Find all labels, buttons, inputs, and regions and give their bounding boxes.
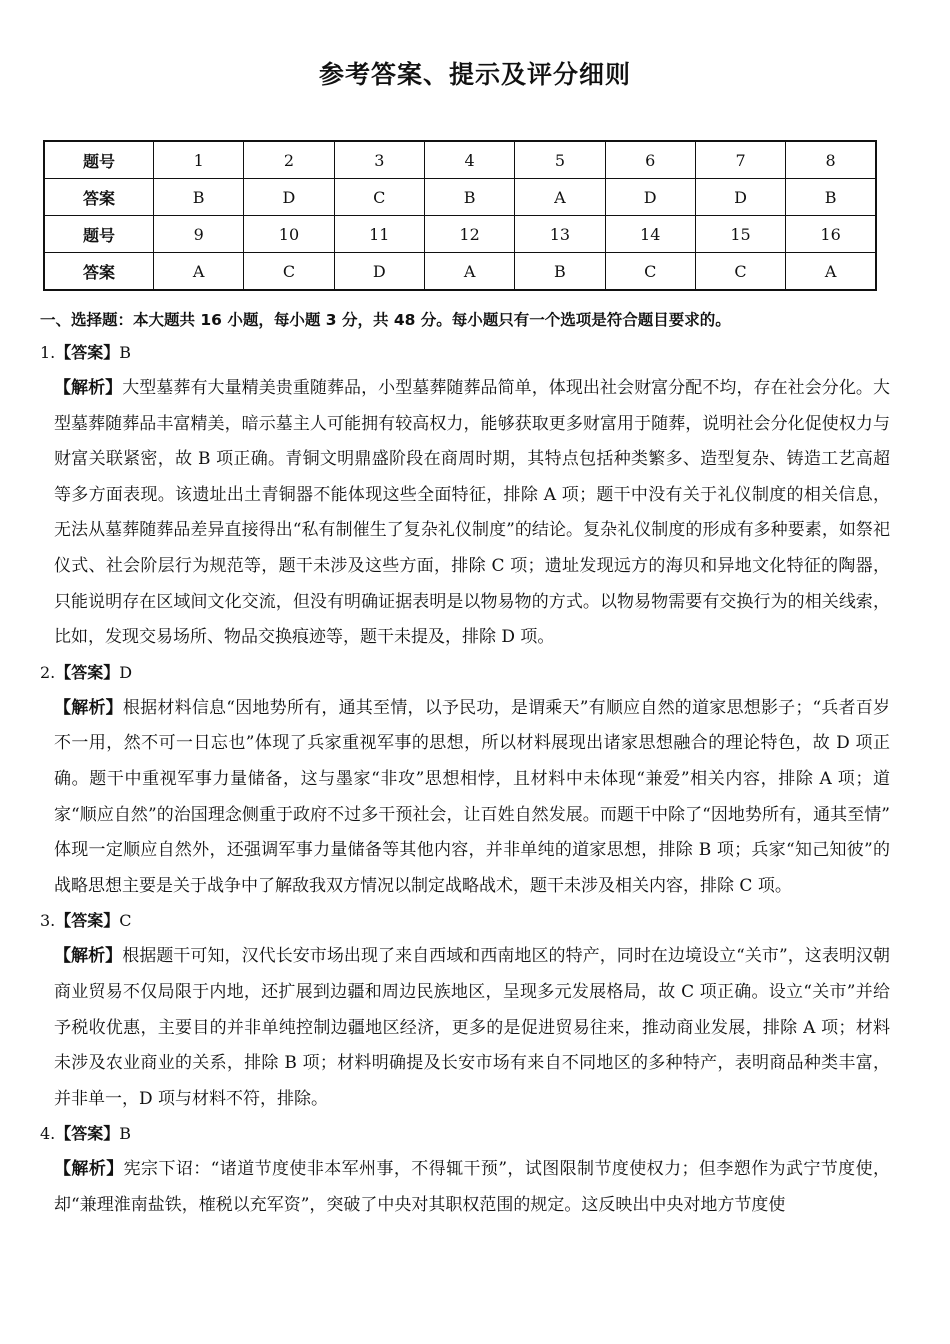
question-analysis — [54, 939, 890, 1117]
table-cell: A — [154, 253, 244, 291]
table-cell: B — [154, 179, 244, 216]
answer-table — [43, 140, 877, 291]
table-cell: B — [424, 179, 514, 216]
answer-value: B — [119, 1124, 132, 1144]
analysis-text: 宪宗下诏：“诸道节度使非本军州事，不得辄干预”，试图限制节度使权力；但李愬作为武宁节度使，却“兼理淮南盐铁，榷税以充军资”，突破了中央对其职权范围的规定。这反映出中央对地方节度使 — [54, 1159, 890, 1215]
table-cell: 8 — [786, 141, 876, 179]
table-cell: C — [244, 253, 334, 291]
table-cell: 10 — [244, 216, 334, 253]
section-title: 一、选择题：本大题共 16 小题，每小题 3 分，共 48 分。每小题只有一个选项是符合题目要求的。 — [40, 311, 731, 329]
table-cell: 3 — [334, 141, 424, 179]
question-analysis — [54, 691, 890, 905]
row-header: 答案 — [44, 179, 154, 216]
question-list — [40, 340, 890, 1223]
table-cell: B — [515, 253, 605, 291]
row-header: 答案 — [44, 253, 154, 291]
table-cell: C — [334, 179, 424, 216]
table-cell: D — [244, 179, 334, 216]
table-row — [44, 141, 876, 179]
table-cell: 2 — [244, 141, 334, 179]
answer-label: 【答案】 — [55, 343, 120, 362]
question-analysis — [54, 1152, 890, 1223]
question-number: 2. — [40, 662, 56, 682]
table-cell: 13 — [515, 216, 605, 253]
question-number: 1. — [40, 343, 56, 362]
question-analysis — [54, 371, 890, 656]
content-area — [40, 302, 890, 1227]
table-cell: 14 — [605, 216, 695, 253]
analysis-text: 大型墓葬有大量精美贵重随葬品，小型墓葬随葬品简单，体现出社会财富分配不均，存在社会分化。大型墓葬随葬品丰富精美，暗示墓主人可能拥有较高权力，能够获取更多财富用于随葬，说明社会分化促使权力与财富关联紧密，故 B 项正确。青铜文明鼎盛阶段在商周时期，其特点包括种类繁多、造型复杂、铸造工艺高超等多方面表现。该遗址出土青铜器不能体现这些全面特征，排除 A 项；题干中没有关于礼仪制度的相关信息，无法从墓葬随葬品差异直接得出“私有制催生了复杂礼仪制度”的结论。复杂礼仪制度的形成有多种要素，如祭祀仪式、社会阶层行为规范等，题干未涉及这些方面，排除 C 项；遗址发现远方的海贝和异地文化特征的陶器，只能说明存在区域间文化交流，但没有明确证据表明是以物易物的方式。以物易物需要有交换行为的相关线索，比如，发现交易场所、物品交换痕迹等，题干未提及，排除 D 项。 — [54, 378, 890, 648]
answer-value: C — [119, 911, 132, 931]
table-cell: 15 — [695, 216, 785, 253]
table-cell: D — [695, 179, 785, 216]
table-cell: B — [786, 179, 876, 216]
table-cell: 9 — [154, 216, 244, 253]
table-cell: A — [515, 179, 605, 216]
question-answer-line — [40, 908, 890, 931]
table-cell: A — [786, 253, 876, 291]
analysis-text: 根据材料信息“因地势所有，通其至情，以予民功，是谓乘天”有顺应自然的道家思想影子；“兵者百岁不一用，然不可一日忘也”体现了兵家重视军事的思想，所以材料展现出诸家思想融合的理论特色，故 D 项正确。题干中重视军事力量储备，这与墨家“非攻”思想相悖，且材料中未体现“兼爱”相关内容，排除 A 项；道家“顺应自然”的治国理念侧重于政府不过多干预社会，让百姓自然发展。而题干中除了“因地势所有，通其至情” 体现一定顺应自然外，还强调军事力量储备等其他内容，并非单纯的道家思想，排除 B 项；兵家“知己知彼”的战略思想主要是关于战争中了解敌我双方情况以制定战略战术，题干未涉及相关内容，排除 C 项。 — [54, 697, 891, 896]
analysis-label: 【解析】 — [54, 697, 123, 718]
question-answer-line — [40, 660, 890, 683]
answer-label: 【答案】 — [55, 662, 120, 682]
answer-value: D — [119, 662, 133, 682]
table-cell: 12 — [424, 216, 514, 253]
table-cell: A — [424, 253, 514, 291]
table-row — [44, 253, 876, 291]
row-header: 题号 — [44, 141, 154, 179]
analysis-text: 根据题干可知，汉代长安市场出现了来自西域和西南地区的特产，同时在边境设立“关市”，这表明汉朝商业贸易不仅局限于内地，还扩展到边疆和周边民族地区，呈现多元发展格局，故 C 项正确。设立“关市”并给予税收优惠，主要目的并非单纯控制边疆地区经济，更多的是促进贸易往来，推动商业发展，排除 A 项；材料未涉及农业商业的关系，排除 B 项；材料明确提及长安市场有来自不同地区的多种特产，表明商品种类丰富，并非单一，D 项与材料不符，排除。 — [54, 946, 890, 1109]
analysis-label: 【解析】 — [54, 378, 123, 398]
table-cell: 1 — [154, 141, 244, 179]
row-header: 题号 — [44, 216, 154, 253]
answer-label: 【答案】 — [55, 911, 120, 931]
table-row — [44, 179, 876, 216]
question-answer-line — [40, 1121, 890, 1144]
table-cell: C — [605, 253, 695, 291]
question-number: 3. — [40, 911, 56, 931]
table-cell: 7 — [695, 141, 785, 179]
table-cell: 6 — [605, 141, 695, 179]
table-cell: C — [695, 253, 785, 291]
answer-label: 【答案】 — [55, 1124, 120, 1144]
table-row — [44, 216, 876, 253]
table-cell: 4 — [424, 141, 514, 179]
table-cell: D — [334, 253, 424, 291]
page-title: 参考答案、提示及评分细则 — [318, 60, 631, 89]
table-cell: 5 — [515, 141, 605, 179]
table-cell: 11 — [334, 216, 424, 253]
analysis-label: 【解析】 — [54, 946, 123, 967]
table-cell: 16 — [786, 216, 876, 253]
question-answer-line — [40, 340, 890, 363]
answer-value: B — [119, 343, 132, 362]
question-number: 4. — [40, 1124, 56, 1144]
analysis-label: 【解析】 — [54, 1159, 124, 1180]
table-cell: D — [605, 179, 695, 216]
